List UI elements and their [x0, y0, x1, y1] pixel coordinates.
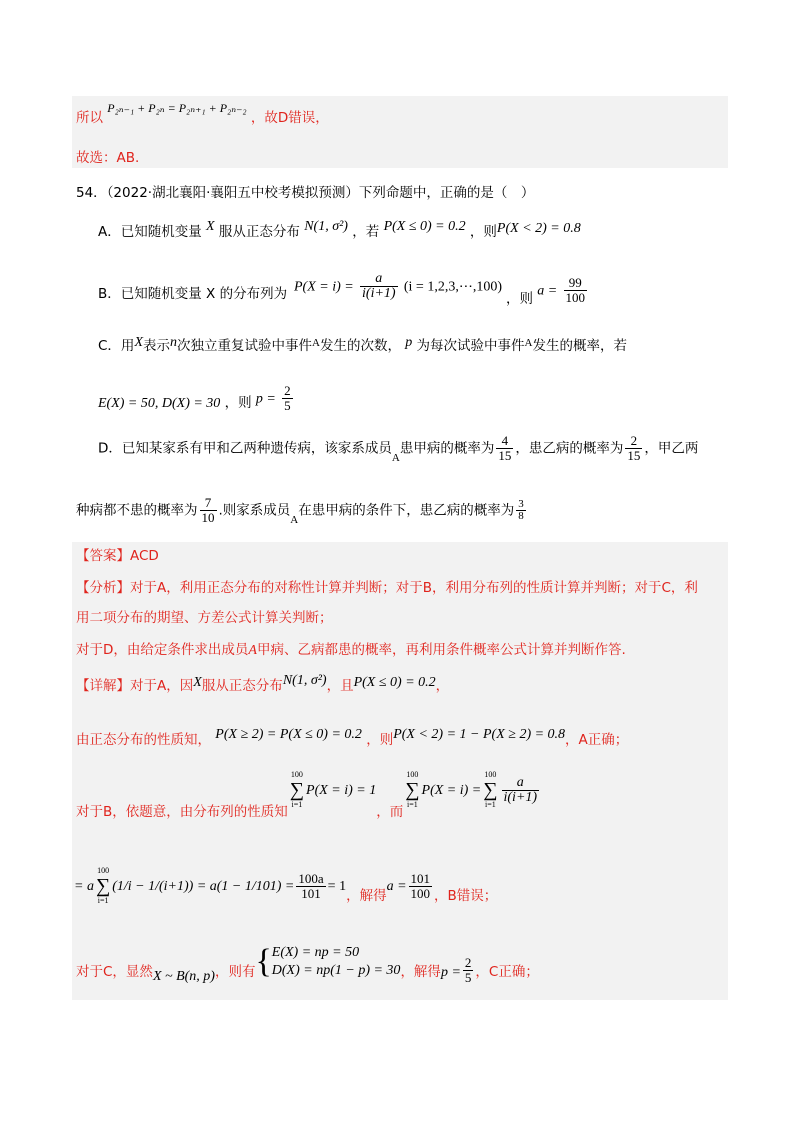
- option-c-cond: E(X) = 50, D(X) = 30 ，则 p = $\frac{2}{5}$: [98, 383, 291, 413]
- detail-4: = a 100 ∑ i=1 (1/i − 1/(i+1)) = a(1 − 1/101) = $\frac{100a}{101}$ = 1，解得a = $\frac{101}{100}$ ，B错误；: [74, 866, 498, 905]
- detail-3: 对于B，依题意，由分布列的性质知 100 ∑ i=1 P(X = i) = 1，而 100 ∑ i=1 P(X = i) = 100 ∑ i=1 $\frac{a}{i(i+1)}$: [76, 770, 538, 820]
- option-b: B．已知随机变量 X 的分布列为: [98, 286, 288, 302]
- option-c: C．用X表示n次独立重复试验中事件$^A$发生的次数， p 为每次试验中事件$^A$发生的概率，若: [98, 335, 627, 354]
- option-b-result: ，则 a = $\frac{99}{100}$: [506, 275, 586, 307]
- answer-line: 【答案】ACD: [76, 548, 159, 564]
- analysis-2: 用二项分布的期望、方差公式计算关判断；: [76, 610, 333, 626]
- analysis-1: 【分析】对于A，利用正态分布的对称性计算并判断；对于B，利用分布列的性质计算并判断；对于C，利: [76, 580, 698, 596]
- top-line-1: 所以 P₂ₙ₋₁ + P₂ₙ = P₂ₙ₊₁ + P₂ₙ₋₂ ，故D错误，: [76, 101, 329, 126]
- question-header: 54．（2022·湖北襄阳·襄阳五中校考模拟预测）下列命题中，正确的是（ ）: [76, 185, 535, 201]
- option-d-2: 种病都不患的概率为 $\frac{7}{10}$ .则家系成员$_A$在患甲病的条件下，患乙病的概率为 $\frac{3}{8}$: [76, 495, 524, 526]
- option-b-formula: P(X = i) = $\frac{a}{i(i+1)}$ (i = 1,2,3,⋯,100): [294, 271, 502, 301]
- formula-p: P₂ₙ₋₁ + P₂ₙ = P₂ₙ₊₁ + P₂ₙ₋₂: [107, 101, 247, 115]
- detail-5: 对于C，显然X ~ B(n, p)，则有{ E(X) = np = 50 D(X) = np(1 − p) = 30 ，解得p = $\frac{2}{5}$ ，C正确；: [76, 943, 539, 985]
- option-d-1: D．已知某家系有甲和乙两种遗传病，该家系成员$_A$患甲病的概率为 $\frac{4}{15}$ ，患乙病的概率为 $\frac{2}{15}$ ，甲乙两: [98, 433, 699, 464]
- detail-1: 【详解】对于A，因X服从正态分布N(1, σ²)，且P(X ≤ 0) = 0.2，: [76, 673, 450, 694]
- top-conclusion: 故选：AB.: [76, 150, 140, 166]
- analysis-3: 对于D，由给定条件求出成员A甲病、乙病都患的概率，再利用条件概率公式计算并判断作答.: [76, 642, 626, 658]
- option-a: A．已知随机变量 X 服从正态分布 N(1, σ²) ，若 P(X ≤ 0) = 0.2 ，则P(X < 2) = 0.8: [98, 219, 581, 240]
- detail-2: 由正态分布的性质知， P(X ≥ 2) = P(X ≤ 0) = 0.2 ，则P(X < 2) = 1 − P(X ≥ 2) = 0.8，A正确；: [76, 727, 629, 748]
